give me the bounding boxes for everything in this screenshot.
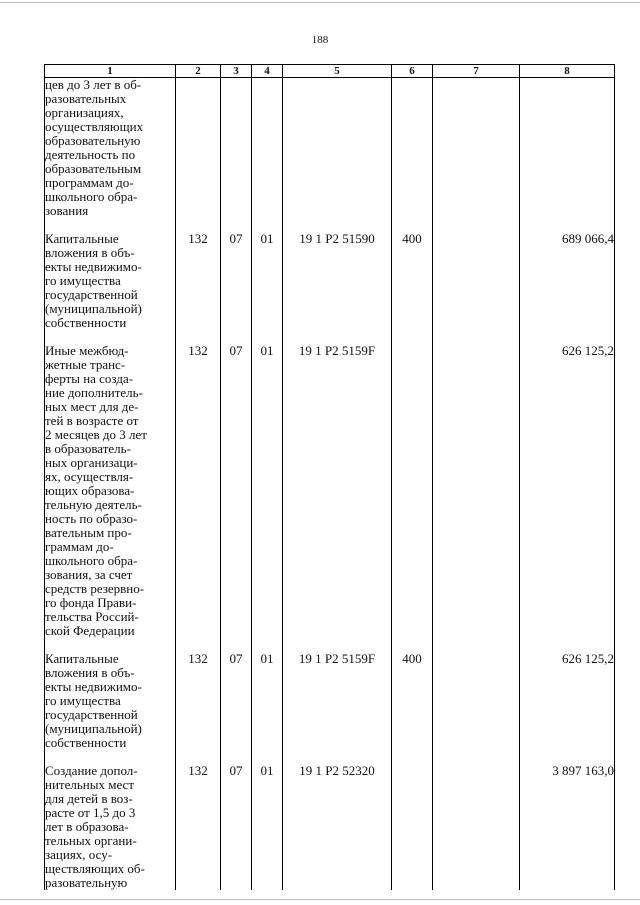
row-subsection-code: 01 — [252, 344, 283, 638]
row-section-code: 07 — [221, 344, 252, 638]
spacer-cell — [221, 330, 252, 344]
description-line: ской Федерации — [45, 623, 135, 638]
description-line: 2 месяцев до 3 лет — [45, 427, 147, 442]
col-header-6: 6 — [392, 65, 433, 78]
row-target-article: 19 1 P2 5159F — [283, 652, 392, 750]
row-description — [45, 652, 176, 750]
row-section-code — [221, 78, 252, 219]
row-description — [45, 344, 176, 638]
row-subsection-code: 01 — [252, 764, 283, 890]
spacer-cell — [221, 638, 252, 652]
description-line: образовательным — [45, 161, 142, 176]
spacer-cell — [392, 330, 433, 344]
spacer-cell — [221, 750, 252, 764]
description-line: (муниципальной) — [45, 721, 142, 736]
table-body — [45, 78, 615, 891]
description-line: зования, за счет — [45, 567, 133, 582]
description-line: Капитальные — [45, 231, 119, 246]
row-amount: 689 066,4 — [520, 232, 615, 330]
description-line: государственной — [45, 287, 138, 302]
row-chapter-code: 132 — [176, 232, 221, 330]
row-amount: 3 897 163,0 — [520, 764, 615, 890]
table-row — [45, 78, 615, 219]
spacer-cell — [45, 750, 176, 764]
row-spacer — [45, 750, 615, 764]
table-row — [45, 652, 615, 750]
spacer-cell — [520, 750, 615, 764]
description-line: ществляющих об- — [45, 861, 145, 876]
bottom-scan-rule — [0, 899, 640, 900]
spacer-cell — [252, 330, 283, 344]
spacer-cell — [252, 750, 283, 764]
row-target-article: 19 1 P2 52320 — [283, 764, 392, 890]
col-header-2: 2 — [176, 65, 221, 78]
top-scan-rule — [0, 2, 640, 3]
row-chapter-code: 132 — [176, 652, 221, 750]
spacer-cell — [176, 218, 221, 232]
row-description — [45, 764, 176, 890]
row-target-article — [283, 78, 392, 219]
row-chapter-code: 132 — [176, 344, 221, 638]
table-header-row — [45, 65, 615, 78]
row-description — [45, 78, 176, 219]
spacer-cell — [221, 218, 252, 232]
row-expense-type — [392, 344, 433, 638]
row-amount: 626 125,2 — [520, 652, 615, 750]
spacer-cell — [520, 218, 615, 232]
description-line: зования — [45, 203, 89, 218]
description-line: ных мест для де- — [45, 399, 139, 414]
row-expense-type: 400 — [392, 232, 433, 330]
description-line: (муниципальной) — [45, 301, 142, 316]
row-chapter-code — [176, 78, 221, 219]
description-line: ющих образова- — [45, 483, 135, 498]
description-line: для детей в воз- — [45, 791, 133, 806]
spacer-cell — [392, 750, 433, 764]
description-line: государственной — [45, 707, 138, 722]
description-line: школьного обра- — [45, 189, 138, 204]
row-amount: 626 125,2 — [520, 344, 615, 638]
spacer-cell — [392, 638, 433, 652]
table-row — [45, 344, 615, 638]
page-number: 188 — [311, 34, 329, 46]
row-section-code: 07 — [221, 764, 252, 890]
row-chapter-code: 132 — [176, 764, 221, 890]
description-line: ях, осуществля- — [45, 469, 134, 484]
budget-table — [44, 64, 615, 890]
description-line: ферты на созда- — [45, 371, 134, 386]
col-header-5: 5 — [283, 65, 392, 78]
spacer-cell — [45, 638, 176, 652]
description-line: ние дополнитель- — [45, 385, 143, 400]
description-line: ность по образо- — [45, 511, 138, 526]
spacer-cell — [433, 638, 520, 652]
description-line: собственности — [45, 735, 127, 750]
description-line: Капитальные — [45, 651, 119, 666]
spacer-cell — [176, 750, 221, 764]
row-spacer — [45, 330, 615, 344]
row-col7 — [433, 344, 520, 638]
description-line: тельства Россий- — [45, 609, 139, 624]
row-subsection-code: 01 — [252, 232, 283, 330]
row-section-code: 07 — [221, 652, 252, 750]
col-header-4: 4 — [252, 65, 283, 78]
description-line: разовательных — [45, 91, 127, 106]
spacer-cell — [392, 218, 433, 232]
col-header-7: 7 — [433, 65, 520, 78]
spacer-cell — [252, 218, 283, 232]
description-line: тельную деятель- — [45, 497, 142, 512]
spacer-cell — [45, 330, 176, 344]
description-line: в образователь- — [45, 441, 131, 456]
spacer-cell — [520, 330, 615, 344]
description-line: разовательную — [45, 875, 128, 890]
description-line: граммам до- — [45, 539, 114, 554]
row-target-article: 19 1 P2 5159F — [283, 344, 392, 638]
spacer-cell — [433, 750, 520, 764]
row-section-code: 07 — [221, 232, 252, 330]
description-line: программам до- — [45, 175, 134, 190]
col-header-8: 8 — [520, 65, 615, 78]
description-line: собственности — [45, 315, 127, 330]
description-line: тельных органи- — [45, 833, 137, 848]
spacer-cell — [252, 638, 283, 652]
row-spacer — [45, 218, 615, 232]
description-line: го имущества — [45, 693, 121, 708]
description-line: средств резервно- — [45, 581, 145, 596]
description-line: расте от 1,5 до 3 — [45, 805, 136, 820]
spacer-cell — [45, 218, 176, 232]
spacer-cell — [283, 750, 392, 764]
spacer-cell — [433, 330, 520, 344]
description-line: организациях, — [45, 105, 124, 120]
description-line: тей в возрасте от — [45, 413, 139, 428]
col-header-1: 1 — [45, 65, 176, 78]
description-line: образовательную — [45, 133, 141, 148]
description-line: зациях, осу- — [45, 847, 113, 862]
col-header-3: 3 — [221, 65, 252, 78]
row-amount — [520, 78, 615, 219]
description-line: ных организаци- — [45, 455, 138, 470]
row-subsection-code: 01 — [252, 652, 283, 750]
description-line: екты недвижимо- — [45, 259, 142, 274]
spacer-cell — [520, 638, 615, 652]
description-line: лет в образова- — [45, 819, 129, 834]
description-line: вательным про- — [45, 525, 132, 540]
description-line: вложения в объ- — [45, 245, 135, 260]
description-line: го фонда Прави- — [45, 595, 137, 610]
row-target-article: 19 1 P2 51590 — [283, 232, 392, 330]
description-line: вложения в объ- — [45, 665, 135, 680]
description-line: цев до 3 лет в об- — [45, 77, 142, 92]
row-description — [45, 232, 176, 330]
description-line: екты недвижимо- — [45, 679, 142, 694]
description-line: осуществляющих — [45, 119, 144, 134]
row-col7 — [433, 652, 520, 750]
table-row — [45, 232, 615, 330]
description-line: Иные межбюд- — [45, 343, 129, 358]
spacer-cell — [283, 218, 392, 232]
row-col7 — [433, 232, 520, 330]
table-row — [45, 764, 615, 890]
row-col7 — [433, 764, 520, 890]
description-line: нительных мест — [45, 777, 134, 792]
spacer-cell — [176, 638, 221, 652]
spacer-cell — [283, 330, 392, 344]
row-col7 — [433, 78, 520, 219]
spacer-cell — [283, 638, 392, 652]
spacer-cell — [433, 218, 520, 232]
description-line: школьного обра- — [45, 553, 138, 568]
description-line: Создание допол- — [45, 763, 138, 778]
description-line: го имущества — [45, 273, 121, 288]
row-spacer — [45, 638, 615, 652]
description-line: деятельность по — [45, 147, 136, 162]
row-expense-type: 400 — [392, 652, 433, 750]
row-subsection-code — [252, 78, 283, 219]
description-line: жетные транс- — [45, 357, 126, 372]
spacer-cell — [176, 330, 221, 344]
row-expense-type — [392, 764, 433, 890]
row-expense-type — [392, 78, 433, 219]
